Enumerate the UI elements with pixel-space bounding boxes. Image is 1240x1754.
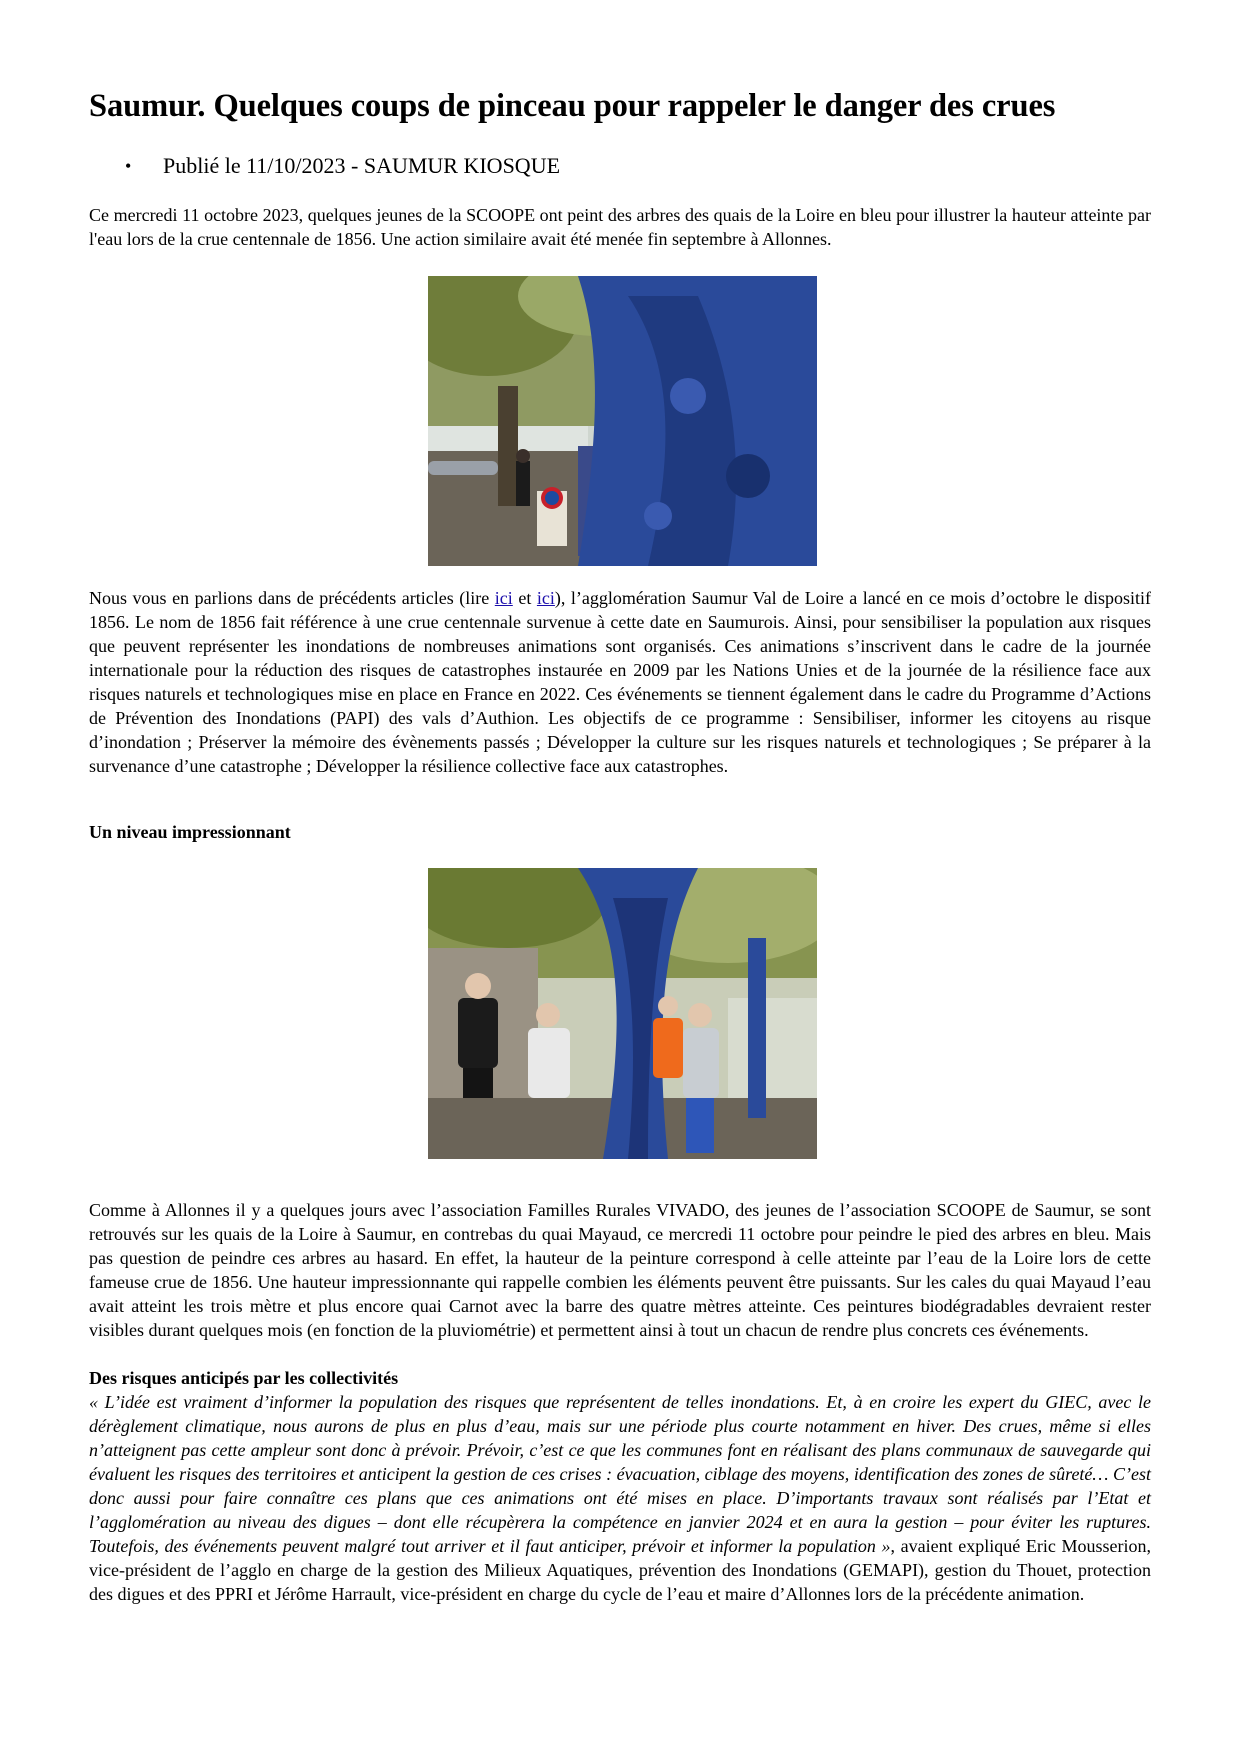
subheading-risques: Des risques anticipés par les collectivités [89, 1368, 399, 1388]
article-link-2[interactable]: ici [536, 588, 555, 608]
photo-painted-tree-trunk [428, 276, 817, 566]
article-title: Saumur. Quelques coups de pinceau pour rappeler le danger des crues [89, 88, 1056, 124]
quote-paragraph [89, 1390, 1151, 1606]
action-paragraph: Comme à Allonnes il y a quelques jours avec l’association Familles Rurales VIVADO, des jeunes de l’association SCOOPE de Saumur, se sont retrouvés sur les quais de la Loire à Saumur, en contrebas du quai Mayaud, ce mercredi 11 octobre pour peindre le pied des arbres en bleu. Mais pas question de peindre ces arbres au hasard. En effet, la hauteur de la peinture correspond à celle atteinte par l’eau de la Loire lors de cette fameuse crue de 1856. Une hauteur impressionnante qui rappelle combien les éléments peuvent être puissants. Sur les cales du quai Mayaud l’eau avait atteint les trois mètre et plus encore quai Carnot avec la barre des quatre mètres atteinte. Ces peintures biodégradables devraient rester visibles durant quelques mois (en fonction de la pluviométrie) et permettent ainsi à tout un chacun de rendre plus concrets ces événements. [89, 1200, 1151, 1340]
published-line: Publié le 11/10/2023 - SAUMUR KIOSQUE [163, 153, 561, 178]
subheading-niveau: Un niveau impressionnant [89, 822, 291, 842]
photo-youths-painting-tree [428, 868, 817, 1159]
context-paragraph: Nous vous en parlions dans de précédents articles (lire ici et ici), l’agglomération Saumur Val de Loire a lancé en ce mois d’octobre le dispositif 1856. Le nom de 1856 fait référence à une crue centennale survenue à cette date en Saumurois. Ainsi, pour sensibiliser la population aux risques que peuvent représenter les inondations de nombreuses animations sont organisés. Ces animations s’inscrivent dans le cadre de la journée internationale pour la réduction des risques de catastrophes instaurée en 2009 par les Nations Unies et de la journée de la résilience face aux risques naturels et technologiques mise en place en France en 2022. Ces événements se tiennent également dans le cadre du Programme d’Actions de Prévention des Inondations (PAPI) des vals d’Authion. Les objectifs de ce programme : Sensibiliser, informer les citoyens au risque d’inondation ; Préserver la mémoire des évènements passés ; Développer la culture sur les risques naturels et technologiques ; Se préparer à la survenance d’une catastrophe ; Développer la résilience collective face aux catastrophes. [89, 588, 1151, 776]
quote-attribution: , avaient expliqué Eric Mousserion, vice-président de l’agglo en charge de la gestion des Milieux Aquatiques, prévention des Inondations (GEMAPI), gestion du Thouet, protection des digues et des PPRI et Jérôme Harrault, vice-président en charge du cycle de l’eau et maire d’Allonnes lors de la précédente animation. [89, 1536, 1151, 1604]
bullet-icon: • [125, 156, 132, 176]
article-link-1[interactable]: ici [494, 588, 513, 608]
intro-paragraph: Ce mercredi 11 octobre 2023, quelques jeunes de la SCOOPE ont peint des arbres des quais de la Loire en bleu pour illustrer la hauteur atteinte par l'eau lors de la crue centennale de 1856. Une action similaire avait été menée fin septembre à Allonnes. [89, 205, 1151, 249]
quote-text: « L’idée est vraiment d’informer la population des risques que représentent de telles inondations. Et, à en croire les expert du GIEC, avec le dérèglement climatique, nous aurons de plus en plus d’eau, mais sur une période plus courte notamment en hiver. Des crues, même si elles n’atteignent pas cette ampleur sont donc à prévoir. Prévoir, c’est ce que les communes font en réalisant des plans communaux de sauvegarde qui évaluent les risques des territoires et anticipent la gestion de ces crises : évacuation, ciblage des moyens, identification des zones de sûreté… C’est donc aussi pour faire connaître ces plans que ces animations ont été mises en place. D’importants travaux sont réalisés par l’Etat et l’agglomération au niveau des digues – dont elle récupèrera la compétence en janvier 2024 et en aura la gestion – pour éviter les ruptures. Toutefois, des événements peuvent malgré tout arriver et il faut anticiper, prévoir et informer la population » [89, 1392, 1151, 1556]
